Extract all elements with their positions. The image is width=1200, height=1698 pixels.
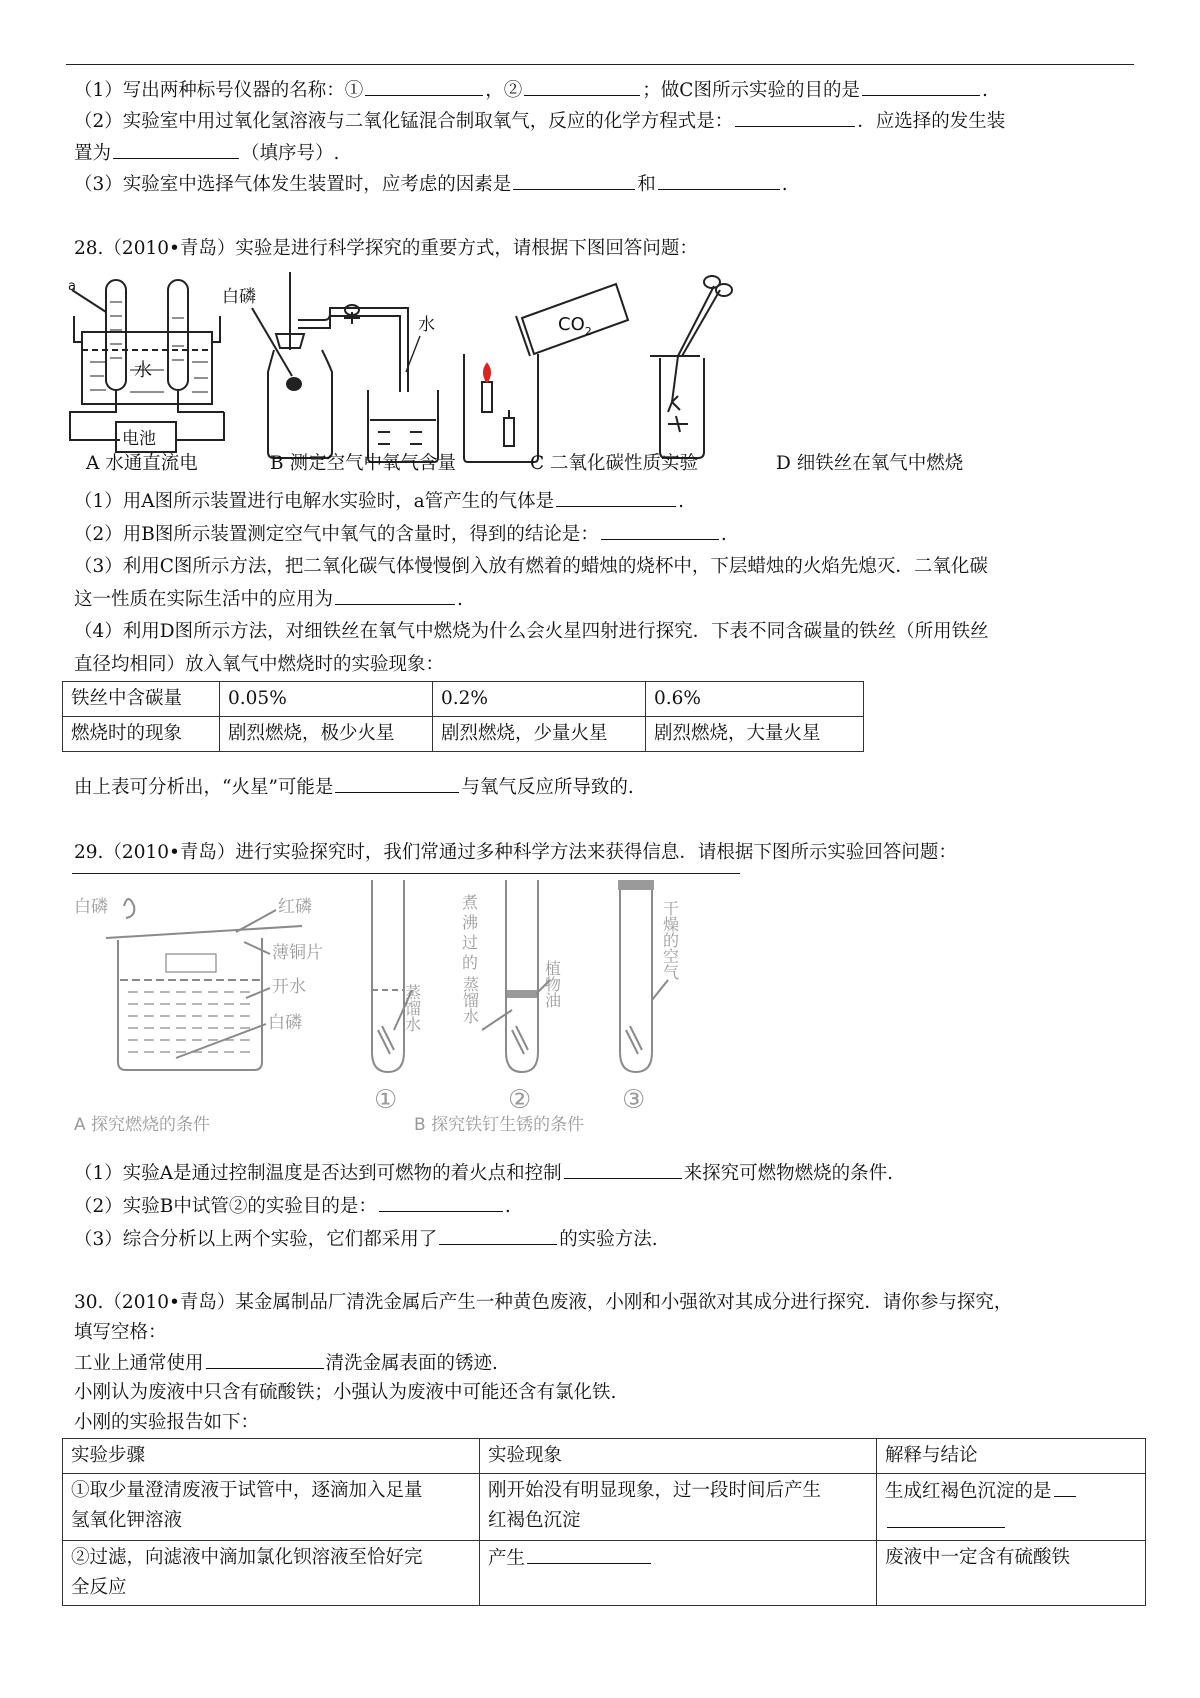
table-cell [480,1474,877,1541]
cell-text: ②过滤，向滤液中滴加氯化钡溶液至恰好完 [71,1547,423,1568]
table-row [63,717,864,752]
top-rule [66,64,1134,65]
table-cell: 废液中一定含有硫酸铁 [877,1541,1146,1606]
cell-text: 全反应 [71,1577,127,1598]
q29-part1: （1）实验A是通过控制温度是否达到可燃物的着火点和控制 来探究可燃物燃烧的条件. [74,1158,893,1189]
q28-heading: 28.（2010•青岛）实验是进行科学探究的重要方式，请根据下图回答问题： [74,238,698,259]
label-boiled-water: 蒸馏水 [460,976,480,1024]
table-cell: 剧烈燃烧，少量火星 [433,717,646,752]
label-white-phosphorus-top: 白磷 [74,897,108,917]
label-boiled-4: 的 [462,953,479,972]
table-row [63,682,864,717]
iron-carbon-table [62,681,864,752]
q28-caption-c: C 二氧化碳性质实验 [530,453,699,474]
label-boiled-2: 沸 [462,913,479,932]
table-cell [480,1541,877,1606]
label-boiled-3: 过 [462,933,479,952]
figure-b-rusting [372,880,680,1135]
b-water-label: 水 [418,315,435,335]
q29-figures [66,880,756,1140]
table-row [63,1439,1146,1474]
table-cell: 铁丝中含碳量 [63,682,220,717]
q28-part2: （2）用B图所示装置测定空气中氧气的含量时，得到的结论是： . [74,519,727,550]
q28-part3-cont: 这一性质在实际生活中的应用为 . [74,584,463,615]
table-cell: 燃烧时的现象 [63,717,220,752]
number-2: ② [508,1085,532,1115]
table-cell: 剧烈燃烧，大量火星 [646,717,864,752]
q27-part1: （1）写出两种标号仪器的名称：① ，② ；做C图所示实验的目的是 . [74,75,988,106]
table-cell [63,1474,480,1541]
table-header-cell: 实验步骤 [63,1439,480,1474]
q28-caption-d: D 细铁丝在氧气中燃烧 [776,453,964,474]
q28-conclusion: 由上表可分析出，“火星”可能是 与氧气反应所导致的. [74,772,634,803]
number-1: ① [374,1085,398,1115]
cell-text: 氢氧化钾溶液 [71,1510,183,1531]
table-cell: 0.05% [220,682,433,717]
q27-part2: （2）实验室中用过氧化氢溶液与二氧化锰混合制取氧气，反应的化学方程式是： ．应选择的发生装 [74,106,1005,137]
q28-part4-cont: 直径均相同）放入氧气中燃烧时的实验现象： [74,654,445,675]
figure-a-combustion [74,897,323,1135]
q30-line1: 工业上通常使用 清洗金属表面的锈迹. [74,1348,498,1379]
label-vegetable-oil: 植物油 [542,960,562,1008]
caption-b: B 探究铁钉生锈的条件 [414,1115,585,1135]
label-distilled-water-1: 蒸馏水 [402,984,422,1032]
q29-rule [72,873,740,874]
table-cell: 0.6% [646,682,864,717]
cell-text: ①取少量澄清废液于试管中，逐滴加入足量 [71,1480,423,1501]
figure-b-oxygen [222,272,438,462]
caption-a: A 探究燃烧的条件 [74,1115,211,1135]
table-row [63,1541,1146,1606]
table-header-cell: 实验现象 [480,1439,877,1474]
q30-line2: 小刚认为废液中只含有硫酸铁；小强认为废液中可能还含有氯化铁. [74,1382,617,1403]
label-white-phosphorus-bottom: 白磷 [268,1013,302,1033]
q29-part3: （3）综合分析以上两个实验，它们都采用了 的实验方法. [74,1224,658,1255]
table-header-cell: 解释与结论 [877,1439,1146,1474]
q28-part3: （3）利用C图所示方法，把二氧化碳气体慢慢倒入放有燃着的蜡烛的烧杯中，下层蜡烛的火焰先熄灭．二氧化碳 [74,556,988,577]
table-cell: 0.2% [433,682,646,717]
a-water-label: 水 [134,360,152,381]
table-cell [877,1474,1146,1541]
q30-heading-cont: 填写空格： [74,1322,167,1343]
cell-text: 红褐色沉淀 [488,1510,581,1531]
q28-part4: （4）利用D图所示方法，对细铁丝在氧气中燃烧为什么会火星四射进行探究．下表不同含碳量的铁丝（所用铁丝 [74,621,989,642]
cell-text: 刚开始没有明显现象，过一段时间后产生 [488,1480,822,1501]
q30-heading: 30.（2010•青岛）某金属制品厂清洗金属后产生一种黄色废液，小刚和小强欲对其成分进行探究．请你参与探究， [74,1292,1013,1313]
q28-caption-a: A 水通直流电 [86,453,198,474]
q29-part2: （2）实验B中试管②的实验目的是： . [74,1191,511,1222]
figure-c-co2 [464,284,628,462]
label-red-phosphorus: 红磷 [278,897,312,917]
q28-part1: （1）用A图所示装置进行电解水实验时，a管产生的气体是 . [74,486,684,517]
label-boiled-1: 煮 [462,893,479,912]
table-cell [63,1541,480,1606]
co2-label: $CO_2$ [558,314,592,338]
number-3: ③ [622,1085,646,1115]
q27-part3: （3）实验室中选择气体发生装置时，应考虑的因素是 和 . [74,169,788,200]
experiment-report-table [62,1438,1146,1606]
battery-label: 电池 [122,429,156,449]
table-row [63,1474,1146,1541]
figure-a-electrolysis [68,279,224,452]
cell-text: 生成红褐色沉淀的是 [885,1481,1052,1502]
label-hot-water: 开水 [272,977,306,997]
figure-d-iron-wire [650,276,732,458]
label-dry-air: 干燥的空气 [660,900,680,980]
white-phosphorus-label: 白磷 [222,287,256,307]
table-cell: 剧烈燃烧，极少火星 [220,717,433,752]
a-tube-label: a [68,279,76,294]
q28-caption-b: B 测定空气中氧气含量 [270,453,456,474]
cell-text: 产生 [488,1548,526,1569]
label-copper-sheet: 薄铜片 [272,943,323,963]
q29-heading: 29.（2010•青岛）进行实验探究时，我们常通过多种科学方法来获得信息．请根据下图所示实验回答问题： [74,842,957,863]
q30-line3: 小刚的实验报告如下： [74,1412,260,1433]
q27-part2-cont: 置为 （填序号）. [74,138,339,169]
